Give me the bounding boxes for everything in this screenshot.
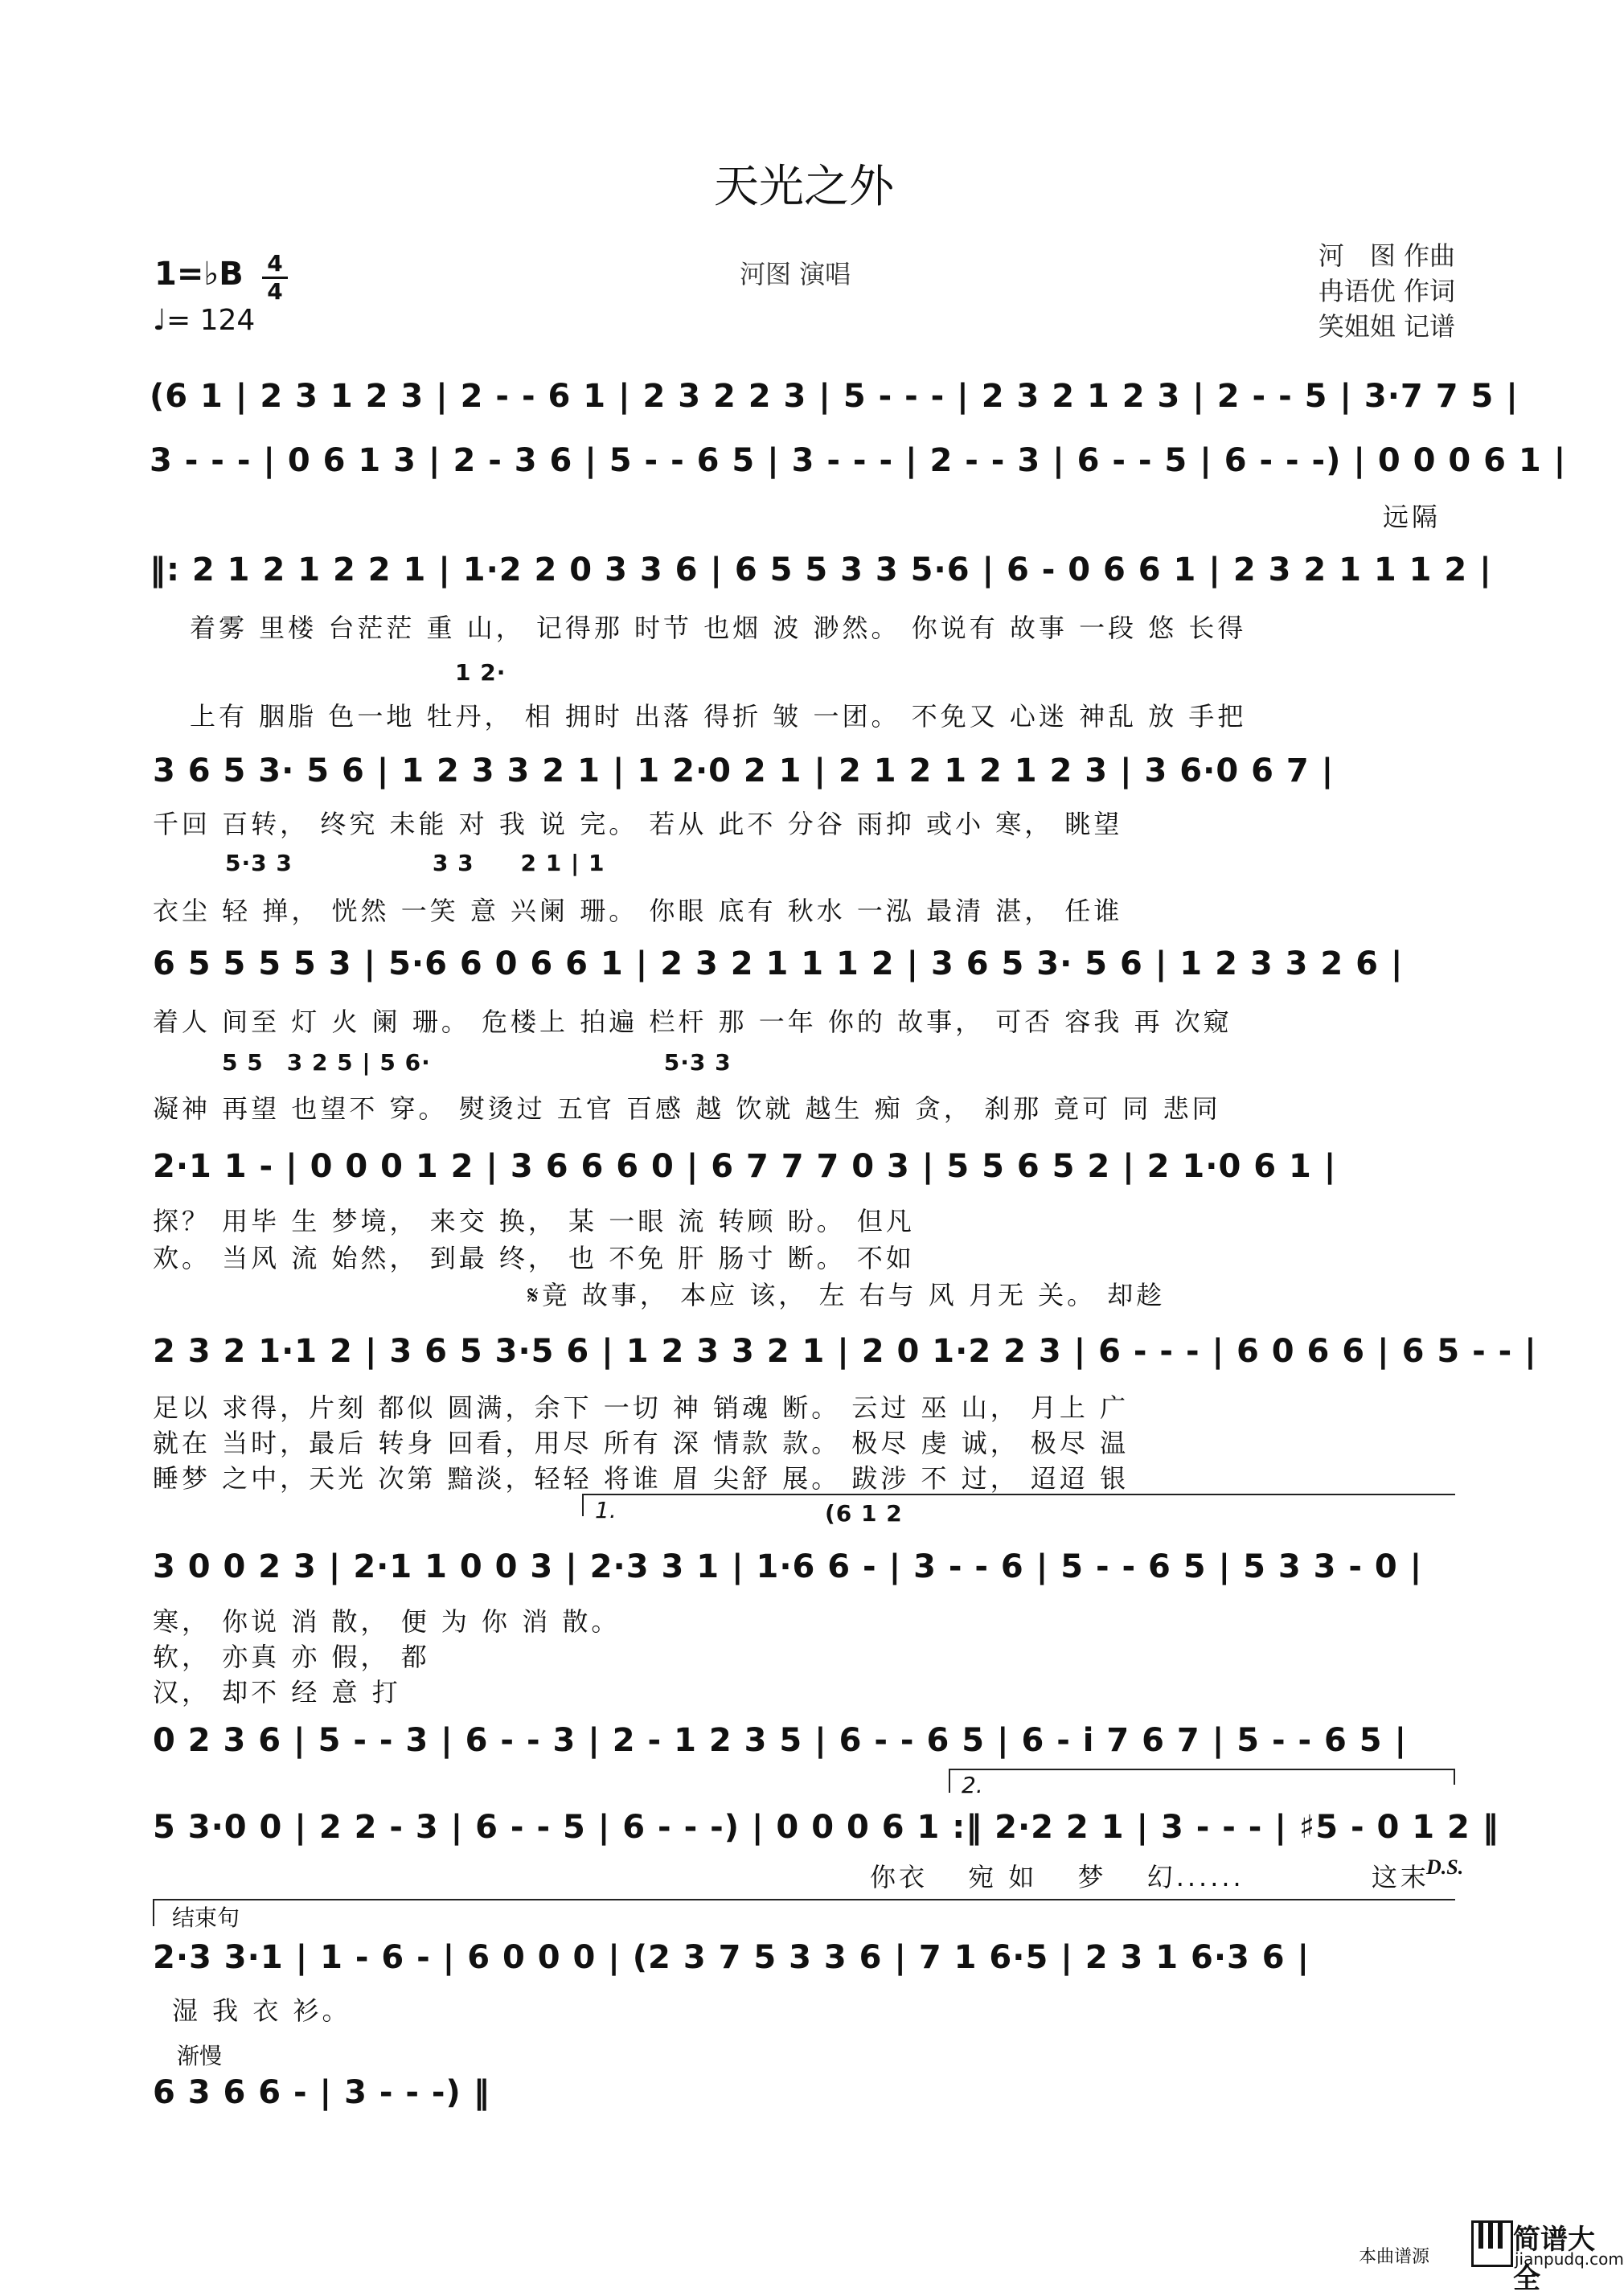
volta-2-bracket [949,1769,1455,1770]
lyric-row-5b: 凝神 再望 也望不 穿。 熨烫过 五官 百感 越 饮就 越生 痴 贪， 刹那 竟可 同 悲同 [153,1093,1221,1124]
score-row-5: 6 5 5 5 5 3 | 5·6 6 0 6 6 1 | 2 3 2 1 1 1 2 | 3 6 5 3· 5 6 | 1 2 3 3 2 6 | [153,945,1404,982]
song-title: 天光之外 [714,161,894,213]
lyric-row-4a: 千回 百转， 终究 未能 对 我 说 完。 若从 此不 分谷 雨抑 或小 寒， 眺望 [153,809,1123,839]
lyric-row-7a: 足以 求得，片刻 都似 圆满，余下 一切 神 销魂 断。 云过 巫 山， 月上 广 [153,1392,1130,1423]
lyric-row-5a: 着人 间至 灯 火 阑 珊。 危楼上 拍遍 栏杆 那 一年 你的 故事， 可否 容我 再 次窥 [153,1007,1232,1037]
time-signature [259,251,291,305]
lyric-row-8b: 软， 亦真 亦 假， 都 [153,1642,430,1672]
watermark-note: 本曲谱源 [1359,2247,1430,2267]
lyric-row-5-notes: 5 5 3 2 5 | 5 6· 5·3 3 [222,1049,732,1076]
singer-credit: 河图 演唱 [740,259,851,289]
lyric-row-7c: 睡梦 之中，天光 次第 黯淡，轻轻 将谁 眉 尖舒 展。 跋涉 不 过， 迢迢 银 [153,1463,1130,1494]
lyric-row-4b: 衣尘 轻 掸， 恍然 一笑 意 兴阑 珊。 你眼 底有 秋水 一泓 最清 湛， 任谁 [153,896,1123,926]
score-row-4: 3 6 5 3· 5 6 | 1 2 3 3 2 1 | 1 2·0 2 1 | 2 1 2 1 2 1 2 3 | 3 6·0 6 7 | [153,752,1335,789]
lyric-row-10: 你衣 宛 如 梦 幻...... 这末 [870,1862,1429,1892]
credits-block [1318,238,1455,344]
time-signature-bottom: 4 [267,278,283,305]
lyric-row-4-notes: 5·3 3 3 3 2 1 | 1 [225,850,605,876]
composer-credit: 河 图 作曲 [1318,240,1455,271]
lyric-row-8a: 寒， 你说 消 散， 便 为 你 消 散。 [153,1606,621,1637]
score-row-1: (6 1 | 2 3 1 2 3 | 2 - - 6 1 | 2 3 2 2 3 | 5 - - - | 2 3 2 1 2 3 | 2 - - 5 | 3·7 7 5 | [150,378,1519,415]
watermark-site-name: 简谱大全 [1513,2224,1595,2295]
tempo-mark: ♩= 124 [153,304,256,337]
lyricist-credit: 冉语优 作词 [1318,276,1455,306]
lyric-row-6c: 𝄋竟 故事， 本应 该， 左 右与 风 月无 关。 却趁 [527,1280,1166,1310]
score-row-8-upper: (6 1 2 [825,1500,903,1527]
lyric-row-2: 远隔 [1383,502,1442,532]
ending-bracket [153,1899,1455,1900]
lyric-row-8c: 汉， 却不 经 意 打 [153,1677,401,1708]
lyric-row-6a: 探？ 用毕 生 梦境， 来交 换， 某 一眼 流 转顾 盼。 但凡 [153,1206,915,1236]
score-row-6: 2·1 1 - | 0 0 0 1 2 | 3 6 6 6 0 | 6 7 7 7 0 3 | 5 5 6 5 2 | 2 1·0 6 1 | [153,1148,1337,1185]
score-row-9: 0 2 3 6 | 5 - - 3 | 6 - - 3 | 2 - 1 2 3 5 | 6 - - 6 5 | 6 - i 7 6 7 | 5 - - 6 5 | [153,1722,1408,1759]
score-row-3: ‖: 2 1 2 1 2 2 1 | 1·2 2 0 3 3 6 | 6 5 5 3 3 5·6 | 6 - 0 6 6 1 | 2 3 2 1 1 1 2 | [150,551,1492,588]
score-row-12: 6 3 6 6 - | 3 - - -) ‖ [153,2074,490,2111]
score-row-2: 3 - - - | 0 6 1 3 | 2 - 3 6 | 5 - - 6 5 | 3 - - - | 2 - - 3 | 6 - - 5 | 6 - - -) | 0 0 0 6 1 | [150,442,1567,479]
lyric-row-11: 湿 我 衣 衫。 [172,1995,351,2026]
lyric-row-6b: 欢。 当风 流 始然， 到最 终， 也 不免 肝 肠寸 断。 不如 [153,1243,915,1273]
piano-logo-icon [1471,2220,1513,2267]
score-row-8: 3 0 0 2 3 | 2·1 1 0 0 3 | 2·3 3 1 | 1·6 6 - | 3 - - 6 | 5 - - 6 5 | 5 3 3 - 0 | [153,1548,1423,1585]
ds-mark: D.S. [1426,1855,1464,1879]
score-row-10: 5 3·0 0 | 2 2 - 3 | 6 - - 5 | 6 - - -) | 0 0 0 6 1 :‖ 2·2 2 1 | 3 - - - | ♯5 - 0 1 2 ‖ [153,1809,1499,1846]
transcriber-credit: 笑姐姐 记谱 [1318,311,1455,342]
lyric-row-3a: 着雾 里楼 台茫茫 重 山， 记得那 时节 也烟 波 渺然。 你说有 故事 一段 悠 长得 [190,613,1247,643]
key-signature: 1=♭B [154,256,244,293]
score-row-7: 2 3 2 1·1 2 | 3 6 5 3·5 6 | 1 2 3 3 2 1 | 2 0 1·2 2 3 | 6 - - - | 6 0 6 6 | 6 5 - - | [153,1333,1537,1370]
ending-label: 结束句 [172,1904,240,1931]
lyric-row-3-notes: 1 2· [455,659,506,686]
score-row-11: 2·3 3·1 | 1 - 6 - | 6 0 0 0 | (2 3 7 5 3 3 6 | 7 1 6·5 | 2 3 1 6·3 6 | [153,1939,1310,1976]
volta-1-label: 1. [595,1497,617,1523]
time-signature-top: 4 [267,250,283,277]
watermark-site-url: jianpudq.com [1515,2249,1624,2269]
lyric-row-3b: 上有 胭脂 色一地 牡丹， 相 拥时 出落 得折 皱 一团。 不免又 心迷 神乱 放 手把 [190,701,1247,732]
volta-1-bracket [582,1494,1455,1495]
volta-2-label: 2. [962,1772,983,1798]
lyric-row-7b: 就在 当时，最后 转身 回看，用尽 所有 深 情款 款。 极尽 虔 诚， 极尽 温 [153,1428,1130,1458]
ritardando-mark: 渐慢 [177,2043,223,2069]
